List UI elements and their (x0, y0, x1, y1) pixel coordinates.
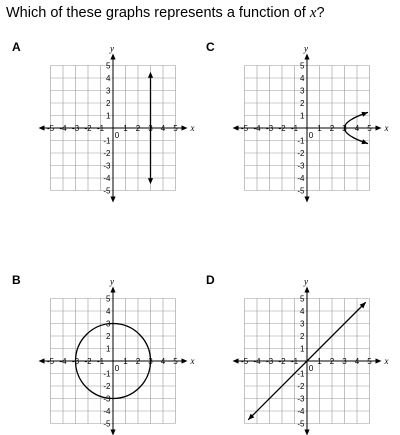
y-axis-arrow-icon (304, 197, 309, 203)
x-tick-label: 4 (160, 124, 166, 133)
y-tick-label: 1 (300, 344, 305, 354)
y-tick-label: -4 (103, 407, 111, 416)
graph-a (28, 40, 196, 200)
x-tick-label: -1 (96, 357, 105, 366)
y-axis-arrow-icon (110, 430, 115, 435)
question-text (6, 5, 325, 22)
y-tick-label: 1 (300, 111, 305, 121)
y-tick-label: 5 (300, 61, 305, 71)
y-tick-label: 5 (106, 61, 111, 71)
y-axis-arrow-icon (304, 287, 309, 293)
question-prefix: Which of these graphs represents a function of (6, 5, 310, 21)
y-tick-label: -5 (297, 186, 305, 196)
x-tick-label: -4 (59, 124, 67, 133)
y-axis-arrow-icon (110, 197, 115, 203)
y-tick-label: -1 (103, 136, 111, 146)
y-tick-label: -4 (103, 174, 111, 183)
x-tick-label: 4 (160, 357, 166, 366)
x-tick-label: 5 (367, 357, 372, 366)
origin-label: 0 (308, 131, 314, 140)
y-tick-label: -1 (297, 369, 305, 379)
y-tick-label: 3 (300, 86, 305, 96)
y-tick-label: 4 (300, 307, 305, 316)
y-tick-label: -4 (297, 407, 305, 416)
y-tick-label: 2 (106, 332, 111, 341)
y-tick-label: -4 (297, 174, 305, 183)
y-tick-label: -5 (103, 419, 111, 429)
y-tick-label: -3 (297, 161, 305, 171)
x-axis-arrow-icon (376, 358, 382, 363)
x-tick-label: 5 (173, 357, 178, 366)
y-axis-label: y (304, 276, 308, 287)
x-tick-label: -5 (240, 124, 249, 133)
y-axis-label: y (110, 43, 114, 54)
y-axis-arrow-icon (304, 430, 309, 435)
x-tick-label: 2 (329, 357, 335, 366)
x-tick-label: -1 (290, 357, 299, 366)
x-tick-label: 3 (148, 357, 153, 366)
x-tick-label: -3 (71, 357, 80, 366)
x-tick-label: 2 (329, 124, 335, 133)
y-tick-label: -5 (103, 186, 111, 196)
origin-label: 0 (308, 364, 314, 373)
x-axis-label: x (190, 356, 195, 366)
y-axis-label: y (110, 276, 114, 287)
y-tick-label: -2 (297, 382, 305, 391)
x-axis-label: x (384, 123, 389, 133)
y-tick-label: 2 (300, 99, 305, 108)
x-tick-label: -5 (240, 357, 249, 366)
x-tick-label: 5 (367, 124, 372, 133)
curve-arrow-icon (361, 139, 368, 144)
y-tick-label: -2 (103, 382, 111, 391)
x-axis-arrow-icon (233, 358, 239, 363)
x-tick-label: 3 (342, 124, 347, 133)
y-tick-label: -3 (297, 394, 305, 404)
x-tick-label: 1 (317, 357, 322, 366)
x-axis-arrow-icon (39, 125, 45, 130)
x-axis-label: x (384, 356, 389, 366)
y-tick-label: 2 (300, 332, 305, 341)
x-axis-label: x (190, 123, 195, 133)
x-tick-label: 3 (148, 124, 153, 133)
y-tick-label: -2 (297, 149, 305, 158)
origin-label: 0 (114, 131, 120, 140)
x-tick-label: 3 (342, 357, 347, 366)
x-tick-label: -3 (71, 124, 80, 133)
x-axis-arrow-icon (39, 358, 45, 363)
x-tick-label: -5 (46, 124, 55, 133)
y-tick-label: 5 (300, 294, 305, 304)
graph-d-label: D (206, 273, 215, 287)
question-variable: x (309, 5, 317, 21)
y-tick-label: 3 (106, 319, 111, 329)
x-tick-label: 2 (135, 124, 141, 133)
y-tick-label: -2 (103, 149, 111, 158)
y-tick-label: 1 (106, 344, 111, 354)
line-arrow-icon (148, 72, 153, 78)
x-tick-label: 2 (135, 357, 141, 366)
graph-b (28, 273, 196, 433)
x-tick-label: 4 (354, 357, 360, 366)
x-tick-label: 5 (173, 124, 178, 133)
x-tick-label: -2 (84, 357, 92, 366)
y-tick-label: 4 (106, 307, 111, 316)
y-tick-label: -1 (297, 136, 305, 146)
y-tick-label: 4 (300, 74, 305, 83)
graph-a-label: A (12, 40, 21, 54)
x-tick-label: -3 (265, 124, 274, 133)
x-tick-label: 1 (123, 357, 128, 366)
graph-c (222, 40, 390, 200)
y-tick-label: 3 (106, 86, 111, 96)
y-axis-arrow-icon (110, 287, 115, 293)
y-tick-label: -3 (103, 161, 111, 171)
curve-arrow-icon (361, 112, 368, 117)
y-tick-label: 1 (106, 111, 111, 121)
x-tick-label: -4 (253, 124, 261, 133)
x-axis-arrow-icon (182, 125, 188, 130)
origin-label: 0 (114, 364, 120, 373)
x-tick-label: 1 (317, 124, 322, 133)
question-suffix: ? (316, 5, 325, 21)
y-tick-label: 3 (300, 319, 305, 329)
x-tick-label: 4 (354, 124, 360, 133)
x-tick-label: -1 (96, 124, 105, 133)
y-axis-arrow-icon (110, 54, 115, 60)
line-arrow-icon (148, 178, 153, 184)
graph-b-label: B (12, 273, 21, 287)
x-tick-label: -4 (59, 357, 67, 366)
x-tick-label: -4 (253, 357, 261, 366)
x-tick-label: -2 (84, 124, 92, 133)
y-tick-label: -5 (297, 419, 305, 429)
y-tick-label: 4 (106, 74, 111, 83)
x-tick-label: -1 (290, 124, 299, 133)
y-tick-label: 2 (106, 99, 111, 108)
y-tick-label: -3 (103, 394, 111, 404)
graph-d (222, 273, 390, 433)
y-axis-label: y (304, 43, 308, 54)
x-axis-arrow-icon (376, 125, 382, 130)
y-tick-label: -1 (103, 369, 111, 379)
y-axis-arrow-icon (304, 54, 309, 60)
y-tick-label: 5 (106, 294, 111, 304)
x-axis-arrow-icon (233, 125, 239, 130)
x-tick-label: -3 (265, 357, 274, 366)
x-tick-label: -2 (278, 124, 286, 133)
x-axis-arrow-icon (182, 358, 188, 363)
graph-c-label: C (206, 40, 215, 54)
x-tick-label: 1 (123, 124, 128, 133)
x-tick-label: -5 (46, 357, 55, 366)
x-tick-label: -2 (278, 357, 286, 366)
